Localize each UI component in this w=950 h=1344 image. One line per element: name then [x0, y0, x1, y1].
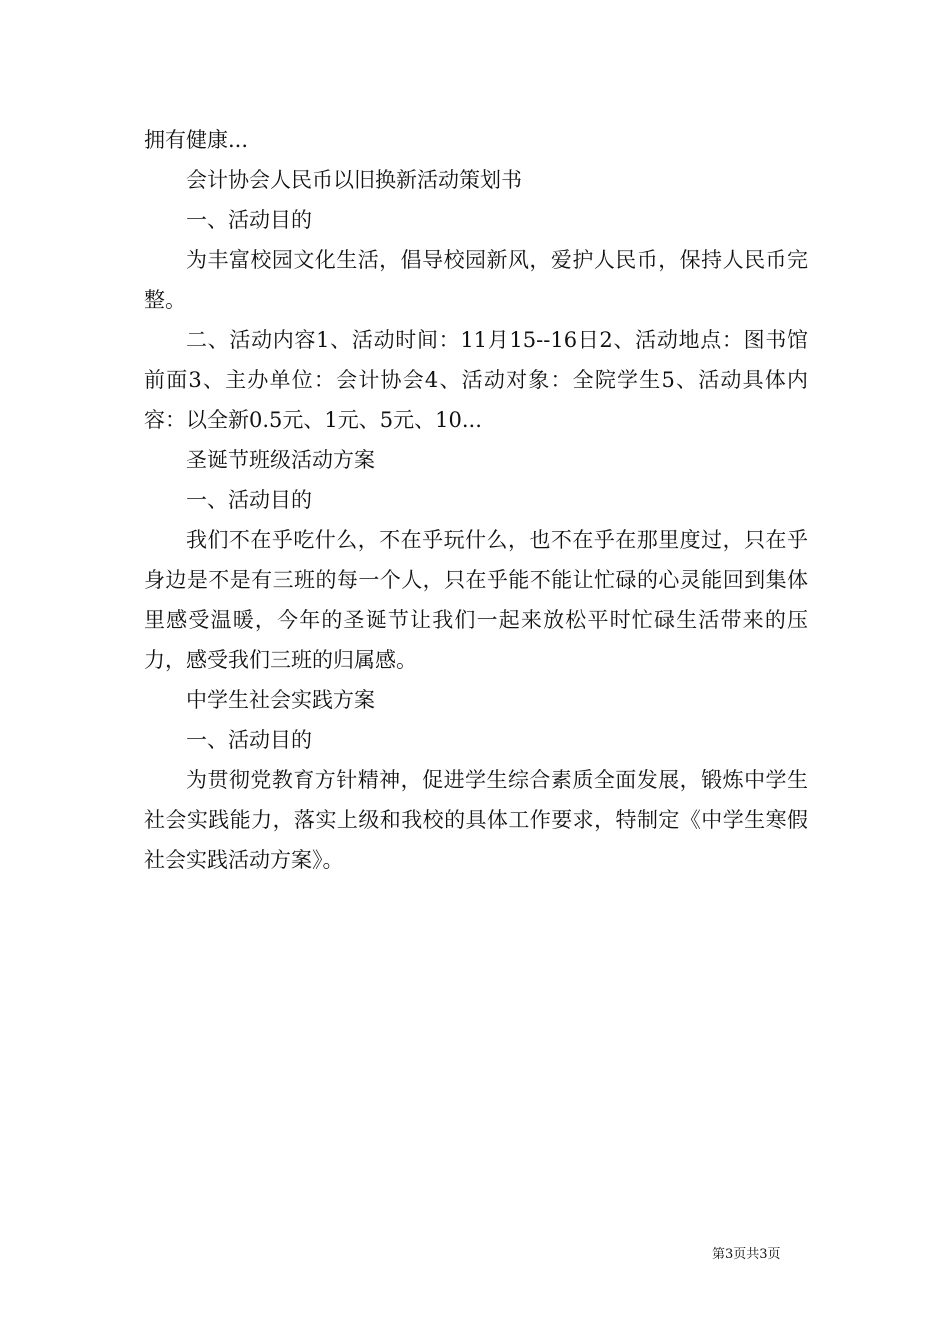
paragraph-christmas-purpose: 我们不在乎吃什么，不在乎玩什么，也不在乎在那里度过，只在乎身边是不是有三班的每一个人，只在乎能不能让忙碌的心灵能回到集体里感受温暖，今年的圣诞节让我们一起来放松平时忙碌生活带来的压力，感受我们三班的归属感。 — [144, 528, 808, 672]
section-title-accounting-plan: 会计协会人民币以旧换新活动策划书 — [186, 168, 522, 192]
heading-activity-purpose-1: 一、活动目的 — [186, 208, 312, 232]
section-title-social-practice: 中学生社会实践方案 — [186, 688, 375, 712]
section-title-christmas-plan: 圣诞节班级活动方案 — [186, 448, 375, 472]
document-body — [144, 120, 808, 880]
paragraph-1: 拥有健康... — [144, 128, 249, 152]
heading-activity-purpose-2: 一、活动目的 — [186, 488, 312, 512]
page-number-footer: 第3页共3页 — [712, 1247, 781, 1262]
paragraph-activity-content: 二、活动内容1、活动时间：11月15--16日2、活动地点：图书馆前面3、主办单位：会计协会4、活动对象：全院学生5、活动具体内容：以全新0.5元、1元、5元、10... — [144, 328, 808, 432]
paragraph-accounting-purpose: 为丰富校园文化生活，倡导校园新风，爱护人民币，保持人民币完整。 — [144, 248, 808, 312]
paragraph-social-practice-purpose: 为贯彻党教育方针精神，促进学生综合素质全面发展，锻炼中学生社会实践能力，落实上级和我校的具体工作要求，特制定《中学生寒假社会实践活动方案》。 — [144, 768, 808, 872]
heading-activity-purpose-3: 一、活动目的 — [186, 728, 312, 752]
